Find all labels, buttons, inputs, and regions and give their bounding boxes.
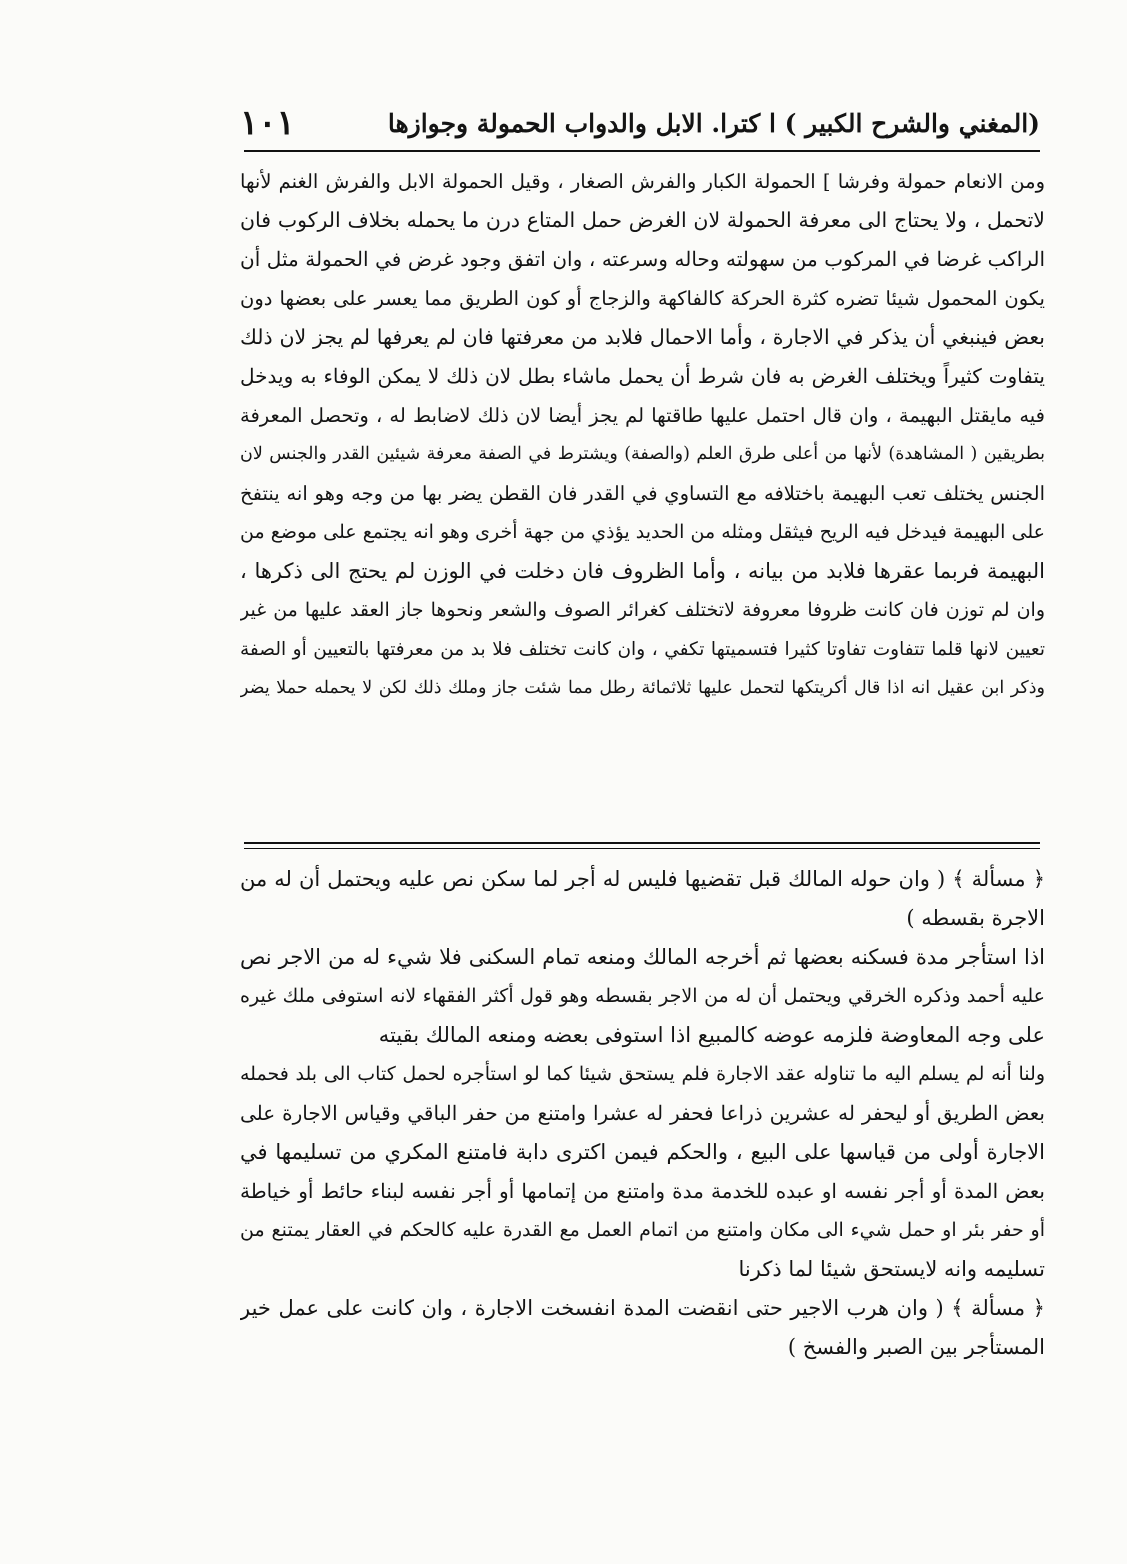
text-line: ومن الانعام حمولة وفرشا ] الحمولة الكبار والفرش الصغار ، وقيل الحمولة الابل والفرش الغنم لأنها <box>240 170 1045 193</box>
text-line: على وجه المعاوضة فلزمه عوضه كالمبيع اذا استوفى بعضه ومنعه المالك بقيته <box>378 1023 1045 1047</box>
text-line: ولنا أنه لم يسلم اليه ما تناوله عقد الاجارة فلم يستحق شيئا كما لو استأجره لحمل كتاب الى بلد فحمله <box>240 1063 1045 1085</box>
text-line: الاجرة بقسطه ) <box>906 906 1045 930</box>
text-line: لاتحمل ، ولا يحتاج الى معرفة الحمولة لان الغرض حمل المتاع درن ما يحمله بخلاف الركوب فان <box>240 208 1045 232</box>
text-line: وان لم توزن فان كانت ظروفا معروفة لاتختلف كغرائر الصوف والشعر ونحوها جاز العقد عليها من غير <box>240 599 1045 621</box>
text-line: يتفاوت كثيراً ويختلف الغرض به فان شرط أن يحمل ماشاء بطل لان ذلك لا يمكن الوفاء به ويدخل <box>240 364 1045 388</box>
section-divider <box>244 842 1040 844</box>
page-number: ١٠١ <box>240 103 295 143</box>
header-rule <box>244 150 1040 152</box>
text-line: اذا استأجر مدة فسكنه بعضها ثم أخرجه المالك ومنعه تمام السكنى فلا شيء له من الاجر نص <box>240 945 1045 969</box>
text-line: على البهيمة فيدخل فيه الريح فيثقل ومثله من الحديد يؤذي من جهة أخرى وهو انه يجتمع على موضع من <box>240 521 1045 543</box>
text-line: تسليمه وانه لايستحق شيئا لما ذكرنا <box>738 1257 1045 1281</box>
text-line: فيه مايقتل البهيمة ، وان قال احتمل عليها طاقتها لم يجز أيضا لان ذلك لاضابط له ، وتحصل المعرفة <box>240 404 1045 427</box>
text-line: الراكب غرضا في المركوب من سهولته وحاله وسرعته ، وان اتفق وجود غرض في الحمولة مثل أن <box>240 247 1045 271</box>
masala-heading: ﴿ مسألة ﴾ ( وان هرب الاجير حتى انقضت المدة انفسخت الاجارة ، وان كانت على عمل خير <box>240 1296 1045 1320</box>
running-header <box>240 96 1040 150</box>
text-line: عليه أحمد وذكره الخرقي ويحتمل أن له من الاجر بقسطه وهو قول أكثر الفقهاء لانه استوفى ملك غيره <box>240 985 1045 1007</box>
text-line: تعيين لانها قلما تتفاوت تفاوتا كثيرا فتسميتها تكفي ، وان كانت تختلف فلا بد من معرفتها بالتعيين أو الصفة <box>240 639 1045 660</box>
text-line: بعض المدة أو أجر نفسه او عبده للخدمة مدة وامتنع من إتمامها أو أجر نفسه لبناء حائط أو خياطة <box>240 1179 1045 1203</box>
text-line: الجنس يختلف تعب البهيمة باختلافه مع التساوي في القدر فان القطن يضر بها من وجه وهو انه ينتفخ <box>240 482 1045 505</box>
text-line: المستأجر بين الصبر والفسخ ) <box>787 1335 1045 1359</box>
text-line: الاجارة أولى من قياسها على البيع ، والحكم فيمن اكترى دابة فامتنع المكري من تسليمها في <box>240 1140 1045 1164</box>
text-line: بعض الطريق أو ليحفر له عشرين ذراعا فحفر له عشرا وامتنع من حفر الباقي وقياس الاجارة على <box>240 1101 1045 1125</box>
text-line: يكون المحمول شيئا تضره كثرة الحركة كالفاكهة والزجاج أو كون الطريق مما يعسر على بعضها دون <box>240 287 1045 310</box>
masala-heading: ﴿ مسألة ﴾ ( وان حوله المالك قبل تقضيها فليس له أجر لما سكن نص عليه ويحتمل أن له من <box>240 867 1045 891</box>
main-text-block <box>240 860 1045 1367</box>
text-line: البهيمة فربما عقرها فلابد من بيانه ، وأما الظروف فان دخلت في الوزن لم يحتج الى ذكرها ، <box>240 559 1045 583</box>
text-line: بعض فينبغي أن يذكر في الاجارة ، وأما الاحمال فلابد من معرفتها فان لم يعرفها لم يجز لان ذلك <box>240 325 1045 349</box>
section-divider <box>244 848 1040 849</box>
commentary-block <box>240 162 1045 708</box>
header-title: (المغني والشرح الكبير ) ا كترا. الابل والدواب الحمولة وجوازها <box>387 108 1040 138</box>
text-line: بطريقين ( المشاهدة) لأنها من أعلى طرق العلم (والصفة) ويشترط في الصفة معرفة شيئين القدر والجنس لان <box>240 444 1045 464</box>
text-line: وذكر ابن عقيل انه اذا قال أكريتكها لتحمل عليها ثلاثمائة رطل مما شئت جاز وملك ذلك لكن لا يحمله حملا يضر <box>240 678 1045 698</box>
text-line: أو حفر بئر او حمل شيء الى مكان وامتنع من اتمام العمل مع القدرة عليه كالحكم في العقار يمتنع من <box>240 1219 1045 1241</box>
